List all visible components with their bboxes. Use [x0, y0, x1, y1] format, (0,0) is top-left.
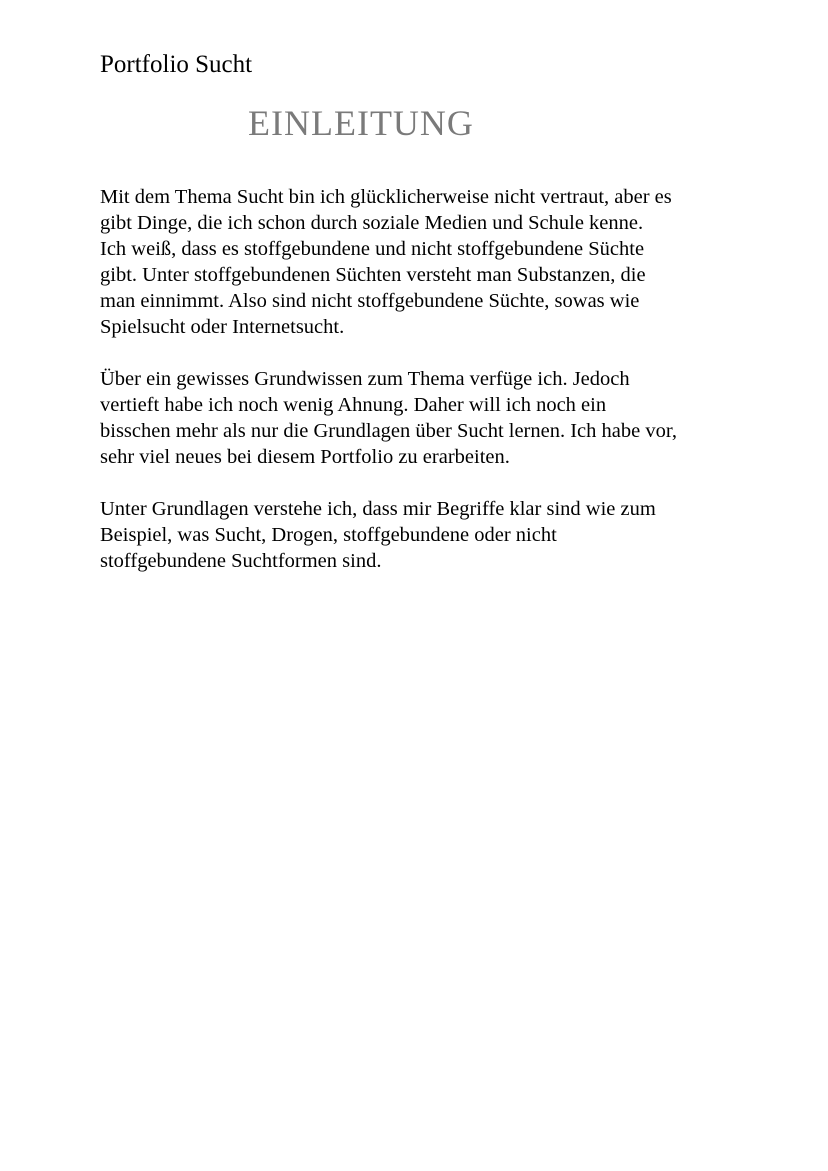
- text-line: Mit dem Thema Sucht bin ich glücklicherweise nicht vertraut, aber es: [100, 186, 672, 208]
- paragraph-1: [100, 184, 740, 340]
- document-header-title: Portfolio Sucht: [100, 51, 253, 78]
- text-line: gibt Dinge, die ich schon durch soziale Medien und Schule kenne.: [100, 212, 644, 234]
- text-line: Unter Grundlagen verstehe ich, dass mir Begriffe klar sind wie zum: [100, 498, 656, 520]
- text-line: stoffgebundene Suchtformen sind.: [100, 550, 382, 572]
- paragraph-2: [100, 366, 740, 470]
- text-line: Beispiel, was Sucht, Drogen, stoffgebundene oder nicht: [100, 524, 557, 546]
- text-line: man einnimmt. Also sind nicht stoffgebundene Süchte, sowas wie: [100, 290, 640, 312]
- document-body: [100, 184, 740, 600]
- text-line: gibt. Unter stoffgebundenen Süchten versteht man Substanzen, die: [100, 264, 646, 286]
- section-heading: EINLEITUNG: [248, 103, 474, 143]
- text-line: Ich weiß, dass es stoffgebundene und nicht stoffgebundene Süchte: [100, 238, 645, 260]
- text-line: Über ein gewisses Grundwissen zum Thema verfüge ich. Jedoch: [100, 368, 630, 390]
- paragraph-3: [100, 496, 740, 574]
- text-line: Spielsucht oder Internetsucht.: [100, 316, 345, 338]
- text-line: vertieft habe ich noch wenig Ahnung. Daher will ich noch ein: [100, 394, 607, 416]
- text-line: bisschen mehr als nur die Grundlagen über Sucht lernen. Ich habe vor,: [100, 420, 677, 442]
- text-line: sehr viel neues bei diesem Portfolio zu erarbeiten.: [100, 446, 510, 468]
